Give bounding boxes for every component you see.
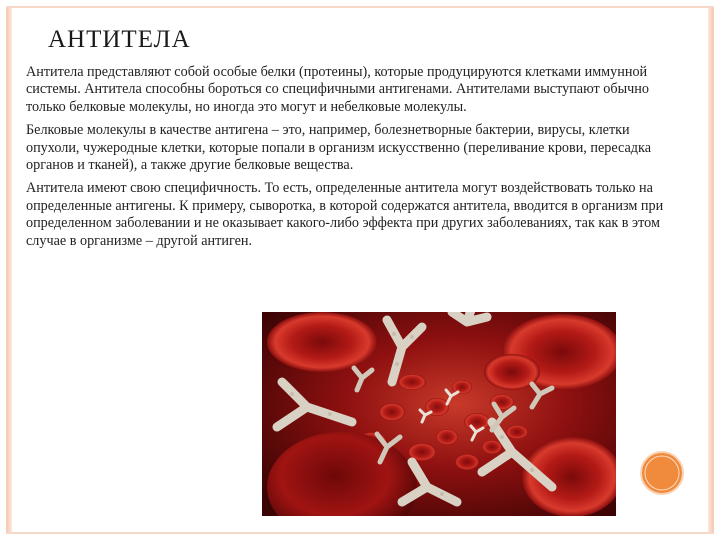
antibodies-blood-illustration xyxy=(262,312,616,516)
slide-title: АНТИТЕЛА xyxy=(48,26,191,53)
slide-frame-bottom xyxy=(6,532,714,534)
paragraph-1: Антитела представляют собой особые белки (протеины), которые продуцируются клетками иммунной системы. Антитела способны бороться со специфичными антигенами. Антителами выступают обычно только белковые молекулы, но иногда это могут и небелковые молекулы. xyxy=(26,64,649,115)
orange-circle-ornament-icon xyxy=(639,450,685,496)
slide-frame-top xyxy=(6,6,714,8)
slide-body xyxy=(26,64,676,256)
paragraph-2: Белковые молекулы в качестве антигена – это, например, болезнетворные бактерии, вирусы, клетки опухоли, чужеродные клетки, которые попали в организм искусственно (переливание крови, пересадка органов и тканей), а также другие белковые вещества. xyxy=(26,122,651,174)
slide-frame-right xyxy=(708,6,714,534)
antibodies-blood-image xyxy=(262,312,616,516)
paragraph-3: Антитела имеют свою специфичность. То есть, определенные антитела могут воздействовать только на определенные антигены. К примеру, сыворотка, в которой содержатся антитела, вводится в организм при определенном заболевании и не оказывает какого-либо эффекта при других заболеваниях, так как в этом случае в организме – другой антиген. xyxy=(26,180,664,249)
slide-frame-left xyxy=(6,6,12,534)
